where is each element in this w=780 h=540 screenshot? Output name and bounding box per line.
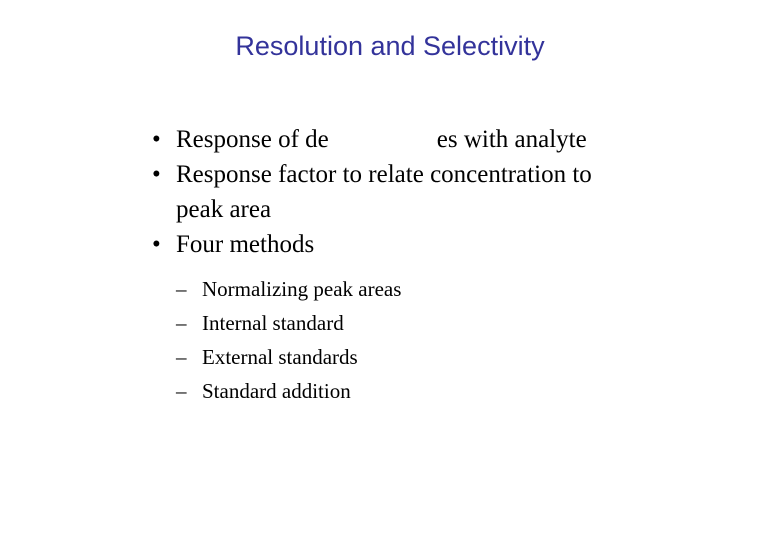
- slide-title: Resolution and Selectivity: [235, 31, 545, 61]
- bullet-text-line-2: peak area: [176, 196, 272, 223]
- bullet-text-after-gap: es with analyte: [436, 126, 587, 153]
- bullet-item-four-methods: [152, 227, 622, 262]
- sub-item-standard-addition: [152, 374, 401, 408]
- bullet-item-response-of-detector: [152, 122, 622, 157]
- sub-item-text: External standards: [202, 345, 358, 369]
- dash-marker: –: [176, 277, 187, 301]
- sub-item-text: Internal standard: [202, 311, 344, 335]
- bullet-marker: •: [152, 126, 161, 153]
- sub-item-text: Normalizing peak areas: [202, 277, 402, 301]
- sub-item-normalizing-peak-areas: [152, 272, 401, 306]
- bullet-marker: •: [152, 231, 161, 258]
- sub-item-text: Standard addition: [202, 379, 351, 403]
- sub-list-methods: [152, 272, 401, 408]
- dash-marker: –: [176, 379, 187, 403]
- dash-marker: –: [176, 345, 187, 369]
- bullet-marker: •: [152, 161, 161, 188]
- sub-item-external-standards: [152, 340, 401, 374]
- bullet-item-response-factor: [152, 157, 622, 227]
- bullet-text-before-gap: Response of de: [176, 126, 329, 153]
- dash-marker: –: [176, 311, 187, 335]
- bullet-list: [152, 122, 622, 262]
- sub-item-internal-standard: [152, 306, 401, 340]
- bullet-text: Four methods: [176, 231, 315, 258]
- bullet-text-line-1: Response factor to relate concentration to: [176, 161, 592, 188]
- bullet-text-line: [176, 122, 622, 157]
